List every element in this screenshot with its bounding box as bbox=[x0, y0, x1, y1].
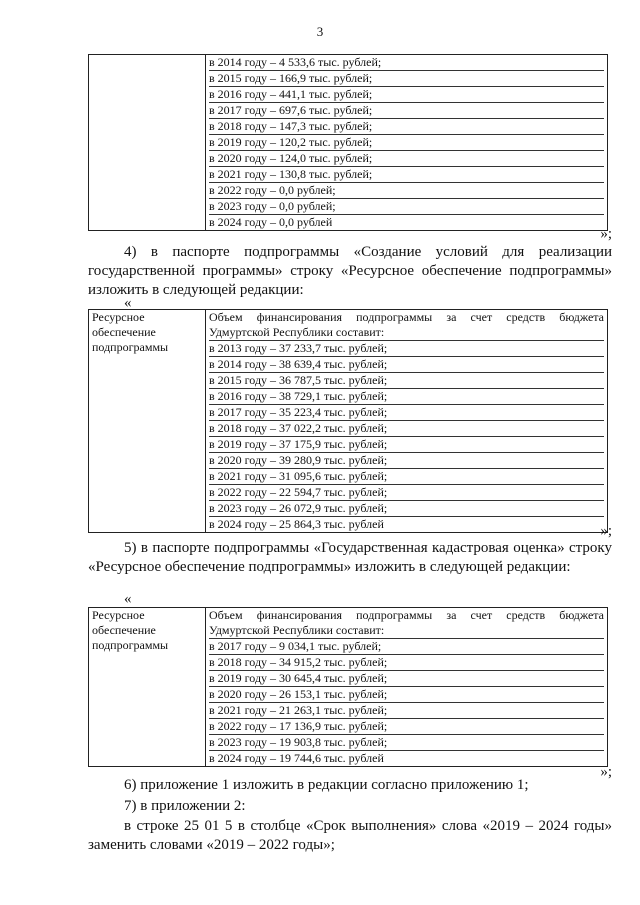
table-row: в 2022 году – 22 594,7 тыс. рублей; bbox=[209, 485, 604, 501]
funding-header: Объем финансирования подпрограммы за счет средств бюджета bbox=[209, 608, 604, 622]
table-row: в 2019 году – 30 645,4 тыс. рублей; bbox=[209, 671, 604, 687]
resource-label-cell bbox=[89, 608, 206, 767]
table-row: в 2013 году – 37 233,7 тыс. рублей; bbox=[209, 341, 604, 357]
table-row: в 2017 году – 35 223,4 тыс. рублей; bbox=[209, 405, 604, 421]
table-row: в 2016 году – 38 729,1 тыс. рублей; bbox=[209, 389, 604, 405]
table-row: в 2015 году – 166,9 тыс. рублей; bbox=[209, 71, 604, 87]
table-row: в 2024 году – 0,0 рублей bbox=[209, 215, 333, 229]
table-row: в 2016 году – 441,1 тыс. рублей; bbox=[209, 87, 604, 103]
table-row: в 2021 году – 31 095,6 тыс. рублей; bbox=[209, 469, 604, 485]
opening-quote: « bbox=[124, 591, 132, 607]
table-row: в 2023 году – 0,0 рублей; bbox=[209, 199, 604, 215]
resource-label-line: подпрограммы bbox=[92, 638, 169, 652]
table-row: в 2014 году – 38 639,4 тыс. рублей; bbox=[209, 357, 604, 373]
closing-quote: »; bbox=[600, 226, 612, 242]
table-row: в 2015 году – 36 787,5 тыс. рублей; bbox=[209, 373, 604, 389]
table-row: в 2020 году – 39 280,9 тыс. рублей; bbox=[209, 453, 604, 469]
table-row: в 2019 году – 120,2 тыс. рублей; bbox=[209, 135, 604, 151]
table-row: в 2024 году – 25 864,3 тыс. рублей bbox=[209, 517, 384, 531]
closing-quote: »; bbox=[600, 523, 612, 539]
funding-table-cadastral-valuation bbox=[88, 607, 608, 767]
funding-table-continued bbox=[88, 54, 608, 231]
table-row: в 2021 году – 130,8 тыс. рублей; bbox=[209, 167, 604, 183]
funding-header: Объем финансирования подпрограммы за счет средств бюджета bbox=[209, 310, 604, 324]
table-row: в 2018 году – 34 915,2 тыс. рублей; bbox=[209, 655, 604, 671]
resource-label-line: Ресурсное bbox=[92, 608, 145, 622]
table-row: в 2023 году – 26 072,9 тыс. рублей; bbox=[209, 501, 604, 517]
page-number: 3 bbox=[316, 24, 324, 39]
table-right-cell bbox=[206, 55, 608, 231]
paragraph-4: 4) в паспорте подпрограммы «Создание условий для реализации государственной программы» строку «Ресурсное обеспечение подпрограммы» изложить в следующей редакции: bbox=[88, 244, 612, 298]
paragraph-6: 6) приложение 1 изложить в редакции согласно приложению 1; bbox=[124, 777, 529, 793]
paragraph-7: 7) в приложении 2: bbox=[124, 798, 246, 814]
table-row: в 2014 году – 4 533,6 тыс. рублей; bbox=[209, 55, 604, 71]
paragraph-5: 5) в паспорте подпрограммы «Государственная кадастровая оценка» строку «Ресурсное обеспечение подпрограммы» изложить в следующей редакции: bbox=[88, 540, 612, 575]
table-row: в 2018 году – 147,3 тыс. рублей; bbox=[209, 119, 604, 135]
funding-values-cell bbox=[206, 608, 608, 767]
table-row: в 2020 году – 124,0 тыс. рублей; bbox=[209, 151, 604, 167]
resource-label-line: Ресурсное bbox=[92, 310, 145, 324]
table-row: в 2020 году – 26 153,1 тыс. рублей; bbox=[209, 687, 604, 703]
funding-values-cell bbox=[206, 310, 608, 533]
closing-quote: »; bbox=[600, 764, 612, 780]
table-row: в 2023 году – 19 903,8 тыс. рублей; bbox=[209, 735, 604, 751]
table-row: в 2024 году – 19 744,6 тыс. рублей bbox=[209, 751, 384, 765]
table-row: в 2022 году – 0,0 рублей; bbox=[209, 183, 604, 199]
resource-label-cell bbox=[89, 310, 206, 533]
table-left-cell bbox=[89, 55, 206, 231]
table-row: в 2018 году – 37 022,2 тыс. рублей; bbox=[209, 421, 604, 437]
opening-quote: « bbox=[124, 295, 132, 311]
table-row: в 2017 году – 697,6 тыс. рублей; bbox=[209, 103, 604, 119]
funding-header: Удмуртской Республики составит: bbox=[209, 325, 604, 341]
resource-label-line: обеспечение bbox=[92, 325, 156, 339]
resource-label-line: обеспечение bbox=[92, 623, 156, 637]
table-row: в 2017 году – 9 034,1 тыс. рублей; bbox=[209, 639, 604, 655]
paragraph-8: в строке 25 01 5 в столбце «Срок выполнения» слова «2019 – 2024 годы» заменить словами «2019 – 2022 годы»; bbox=[88, 818, 612, 853]
funding-header: Удмуртской Республики составит: bbox=[209, 623, 604, 639]
funding-table-subprogram-conditions bbox=[88, 309, 608, 533]
table-row: в 2019 году – 37 175,9 тыс. рублей; bbox=[209, 437, 604, 453]
table-row: в 2021 году – 21 263,1 тыс. рублей; bbox=[209, 703, 604, 719]
table-row: в 2022 году – 17 136,9 тыс. рублей; bbox=[209, 719, 604, 735]
resource-label-line: подпрограммы bbox=[92, 340, 169, 354]
